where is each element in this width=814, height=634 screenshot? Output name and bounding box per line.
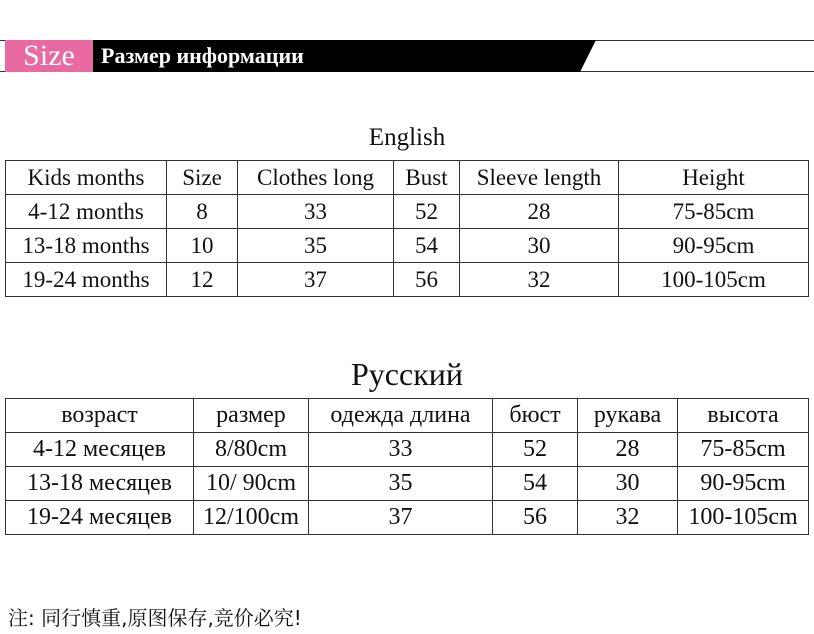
table-cell: 10/ 90cm [194,467,309,501]
banner-title: Размер информации [101,43,304,68]
table-cell: 100-105cm [619,263,809,297]
table-cell: 75-85cm [678,433,809,467]
table-cell: 12 [167,263,238,297]
table-cell: 8 [167,195,238,229]
table-cell: 35 [309,467,493,501]
table-cell: 13-18 months [6,229,167,263]
size-tag: Size [23,39,75,72]
header-cell: Size [167,161,238,195]
header-cell: Kids months [6,161,167,195]
table-cell: 13-18 месяцев [6,467,194,501]
table-cell: 90-95cm [678,467,809,501]
table-cell: 75-85cm [619,195,809,229]
table-row [6,195,809,229]
table-cell: 56 [493,501,578,535]
table-cell: 32 [578,501,678,535]
table-cell: 28 [578,433,678,467]
table-cell: 35 [238,229,394,263]
header-cell: рукава [578,399,678,433]
size-banner [0,40,814,72]
table-header-row [6,399,809,433]
header-cell: Height [619,161,809,195]
table-header-row [6,161,809,195]
table-cell: 56 [394,263,460,297]
header-cell: бюст [493,399,578,433]
header-cell: Clothes long [238,161,394,195]
table-cell: 28 [460,195,619,229]
table-cell: 8/80cm [194,433,309,467]
table-row [6,229,809,263]
table-row [6,467,809,501]
table-cell: 32 [460,263,619,297]
header-cell: Bust [394,161,460,195]
table-cell: 19-24 месяцев [6,501,194,535]
header-cell: высота [678,399,809,433]
table-cell: 4-12 months [6,195,167,229]
header-cell: одежда длина [309,399,493,433]
table-cell: 37 [309,501,493,535]
table-cell: 54 [394,229,460,263]
header-cell: возраст [6,399,194,433]
header-cell: размер [194,399,309,433]
table-cell: 10 [167,229,238,263]
table-row [6,433,809,467]
table-cell: 4-12 месяцев [6,433,194,467]
russian-section-title: Русский [351,356,463,392]
english-size-table [5,160,809,297]
copyright-note: 注: 同行慎重,原图保存,竞价必究! [8,606,302,630]
table-row [6,501,809,535]
table-row [6,263,809,297]
russian-size-table [5,398,809,535]
table-cell: 33 [309,433,493,467]
table-cell: 37 [238,263,394,297]
table-cell: 19-24 months [6,263,167,297]
table-cell: 52 [394,195,460,229]
english-section-title: English [368,124,446,151]
table-cell: 52 [493,433,578,467]
table-cell: 90-95cm [619,229,809,263]
table-cell: 33 [238,195,394,229]
table-cell: 54 [493,467,578,501]
table-cell: 12/100cm [194,501,309,535]
table-cell: 30 [460,229,619,263]
header-cell: Sleeve length [460,161,619,195]
table-cell: 100-105cm [678,501,809,535]
table-cell: 30 [578,467,678,501]
